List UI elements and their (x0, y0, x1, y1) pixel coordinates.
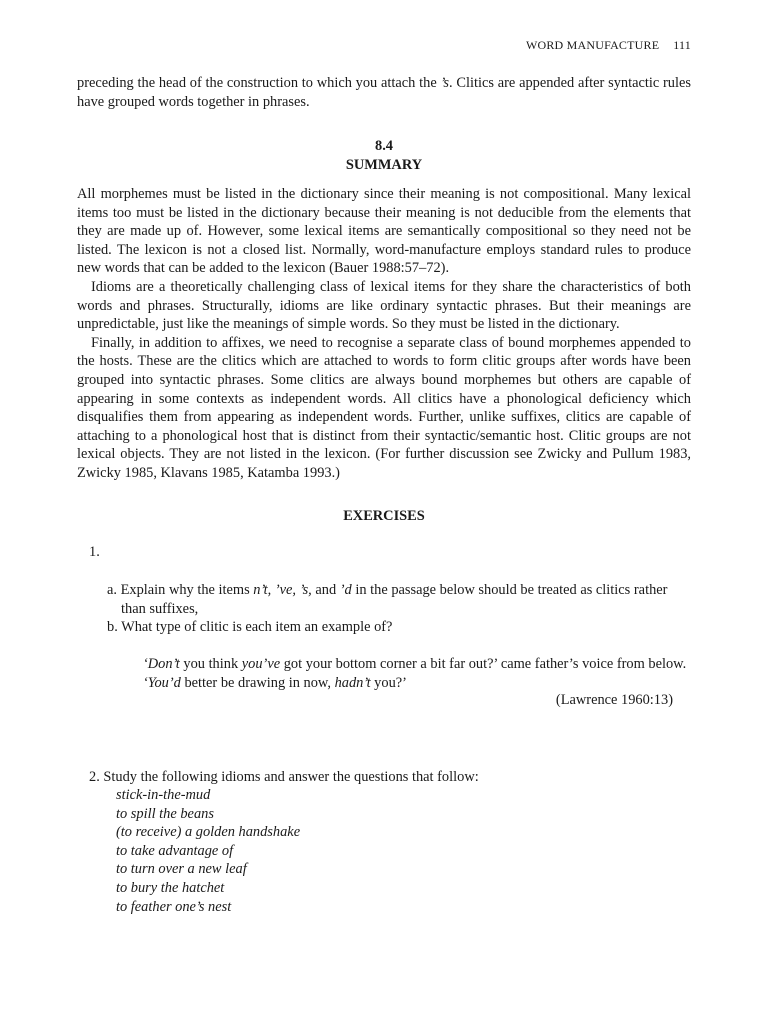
continuation-text-end: . Clitics are appended after syntactic rules have grouped words together in phrases. (77, 75, 691, 110)
exercise-1a (107, 581, 691, 618)
idiom-item: to take advantage of (116, 842, 234, 859)
exercise-1a-text-end: in the passage below should be treated as clitics rather than suffixes, (121, 582, 668, 617)
idiom-item: to spill the beans (116, 805, 214, 822)
continuation-text: preceding the head of the construction to which you attach the (77, 75, 441, 91)
summary-paragraph-1: All morphemes must be listed in the dictionary since their meaning is not compositional. Many lexical items too must be listed in the dictionary because their meaning is not deducible from the elements that they are made up of. However, some lexical items are semantically compositional so they need not be listed. The lexicon is not a closed list. Normally, word-manufacture employs standard rules to produce new words that can be added to the lexicon (Bauer 1988:57–72). (77, 186, 691, 277)
idiom-list (116, 786, 300, 916)
summary-paragraph-2: Idioms are a theoretically challenging class of lexical items for they share the characteristics of both words and phrases. Structurally, idioms are like ordinary syntactic phrases. But their meanings are unpredictable, just like the meanings of simple words. So they must be listed in the dictionary. (77, 278, 691, 333)
summary-body (77, 185, 691, 483)
idiom-item: to turn over a new leaf (116, 861, 247, 878)
continuation-paragraph (77, 74, 691, 111)
quote-hadnt: hadn’t (334, 674, 371, 691)
quote-line-2 (143, 674, 691, 693)
clitic-items: n’t, ’ve, ’s, (253, 582, 312, 598)
section-number: 8.4 (375, 138, 393, 154)
exercise-2-prompt: 2. Study the following idioms and answer the questions that follow: (89, 769, 479, 785)
clitic-item-d: ’d (339, 582, 352, 598)
exercise-1a-and: and (311, 582, 340, 598)
page-number: 111 (673, 38, 691, 52)
quote-citation: (Lawrence 1960:13) (555, 692, 673, 708)
quote-text: got your bottom corner a bit far out?’ came father’s voice from below. (280, 656, 687, 672)
apostrophe-s: ’s (440, 75, 450, 91)
running-title: WORD MANUFACTURE (525, 38, 660, 52)
exercise-1-items (107, 581, 691, 637)
idiom-item: (to receive) a golden handshake (116, 824, 301, 841)
exercise-1b: b. What type of clitic is each item an example of? (107, 619, 393, 636)
summary-paragraph-3: Finally, in addition to affixes, we need to recognise a separate class of bound morphemes appended to the hosts. These are the clitics which are attached to words to form clitic groups after words have been grouped into syntactic phrases. Some clitics are always bound morphemes but others are capable of appearing in some contexts as independent words. All clitics have a phonological deficiency which disqualifies them from appearing as independent words. Further, unlike suffixes, clitics are capable of attaching to a phonological host that is distinct from their syntactic/semantic host. Clitic groups are not lexical objects. They are not listed in the lexicon. (For further discussion see Zwicky and Pullum 1983, Zwicky 1985, Klavans 1985, Katamba 1993.) (77, 334, 691, 481)
idiom-item: to feather one’s nest (116, 898, 232, 915)
running-head (526, 38, 691, 53)
idiom-item: to bury the hatchet (116, 879, 225, 896)
quote-text: you?’ (370, 674, 407, 691)
exercises-heading: EXERCISES (343, 508, 425, 524)
section-title: SUMMARY (345, 157, 423, 173)
quote-line-1 (143, 655, 691, 674)
quotation (143, 655, 691, 692)
quote-youd: ‘You’d (143, 674, 181, 691)
quote-text: you think (179, 656, 242, 672)
quote-youve: you’ve (241, 656, 281, 672)
exercise-1-number: 1. (89, 544, 100, 560)
quote-text: better be drawing in now, (180, 674, 335, 691)
quote-dont: ‘Don’t (143, 656, 180, 672)
idiom-item: stick-in-the-mud (116, 787, 211, 803)
exercise-1a-text: a. Explain why the items (107, 582, 254, 598)
